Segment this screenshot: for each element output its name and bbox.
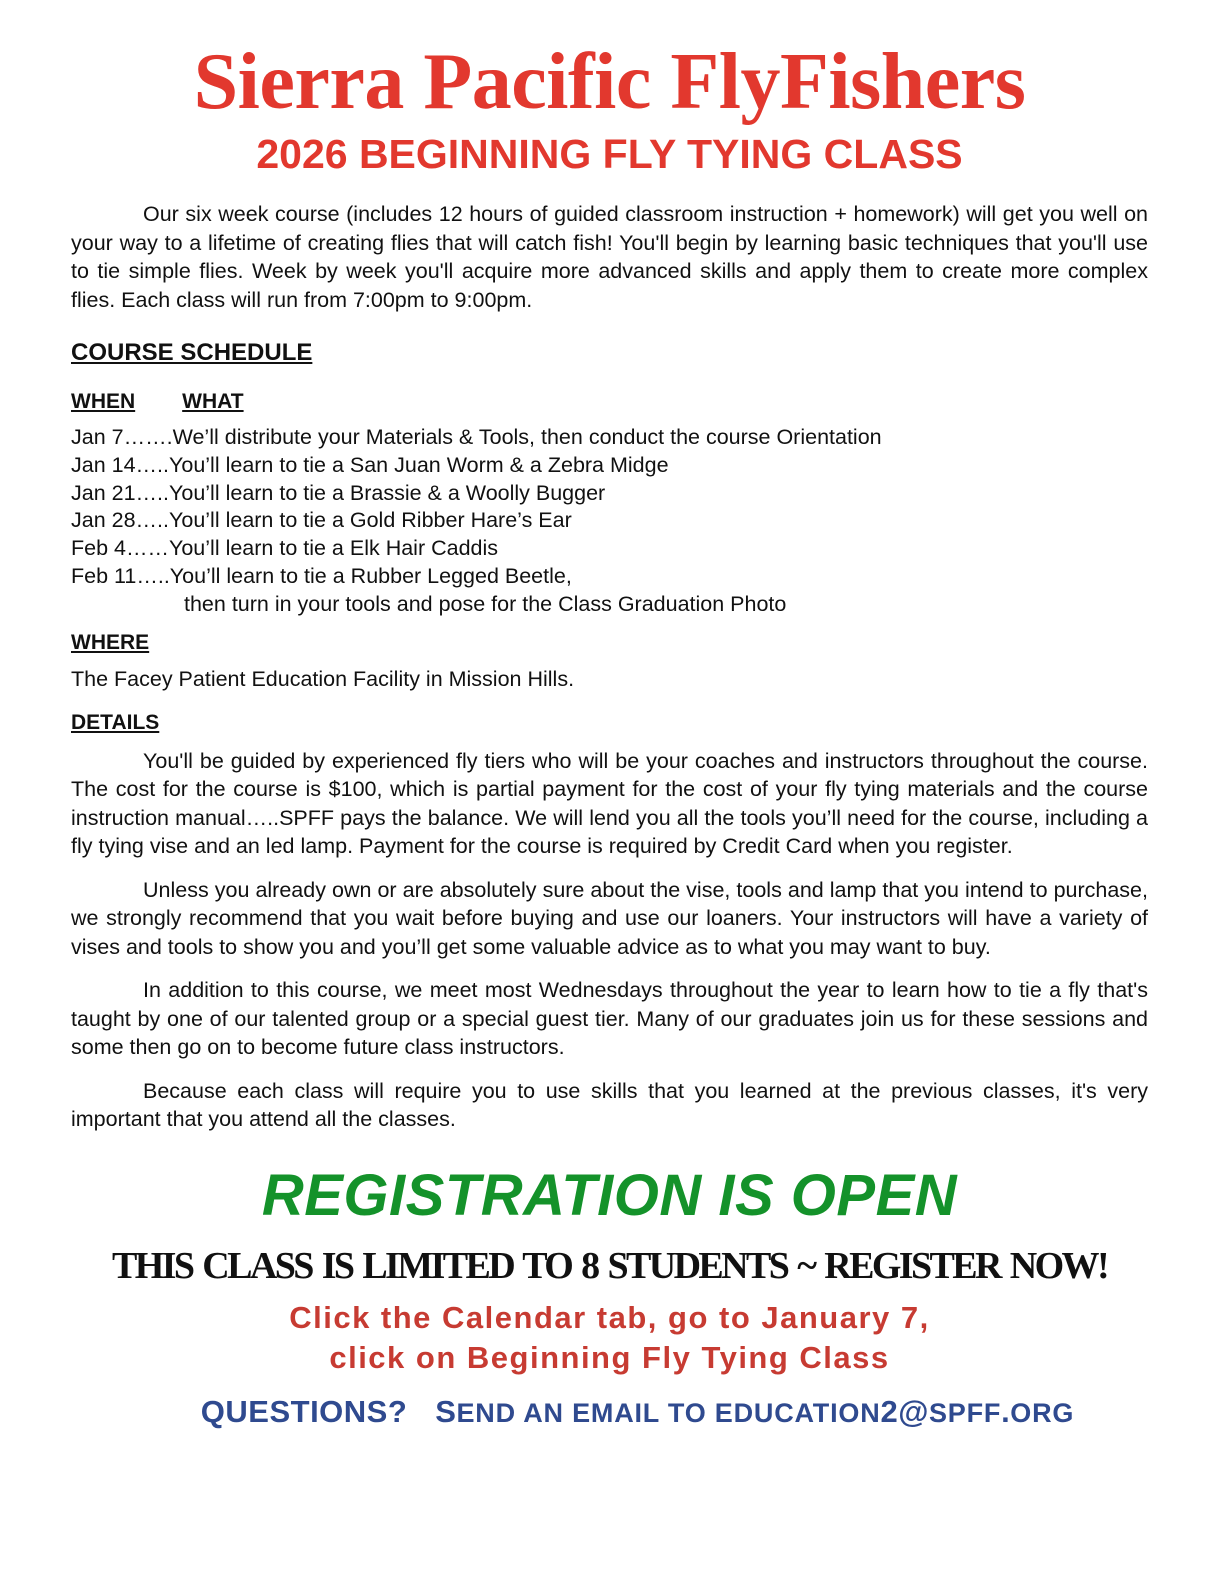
schedule-list bbox=[71, 424, 1148, 619]
course-schedule-heading: COURSE SCHEDULE bbox=[71, 339, 313, 366]
details-paragraph: Because each class will require you to use skills that you learned at the previous classes, it's very important that you attend all the classes. bbox=[71, 1078, 1148, 1132]
send-text: END AN EMAIL TO EDUCATION bbox=[456, 1397, 881, 1428]
club-title: Sierra Pacific FlyFishers bbox=[193, 38, 1026, 126]
class-limit-notice: THIS CLASS IS LIMITED TO 8 STUDENTS ~ REGISTER NOW! bbox=[111, 1244, 1108, 1287]
where-text: The Facey Patient Education Facility in Mission Hills. bbox=[71, 666, 575, 691]
email-part: ORG bbox=[1010, 1397, 1075, 1428]
what-header: WHAT bbox=[182, 390, 244, 413]
schedule-column-headers bbox=[71, 388, 1148, 416]
class-subtitle: 2026 BEGINNING FLY TYING CLASS bbox=[256, 131, 963, 177]
schedule-item: Jan 14…..You’ll learn to tie a San Juan Worm & a Zebra Midge bbox=[71, 452, 669, 477]
email-link[interactable] bbox=[881, 1394, 1075, 1429]
details-heading: DETAILS bbox=[71, 710, 160, 734]
registration-banner: REGISTRATION IS OPEN bbox=[261, 1162, 958, 1228]
send-initial: S bbox=[435, 1393, 457, 1429]
instruction-line-2: click on Beginning Fly Tying Class bbox=[329, 1339, 890, 1375]
flyer-page bbox=[71, 0, 1148, 1440]
instruction-line-1: Click the Calendar tab, go to January 7, bbox=[289, 1299, 930, 1335]
schedule-item: Jan 21…..You’ll learn to tie a Brassie & a Woolly Bugger bbox=[71, 480, 606, 505]
questions-contact bbox=[99, 1390, 1176, 1440]
details-paragraph: In addition to this course, we meet most Wednesdays throughout the year to learn how to tie a fly that's taught by one of our talented group or a special guest tier. Many of our graduates join us for these sessions and some then go on to become future class instructors. bbox=[71, 978, 1148, 1060]
email-part: 2@ bbox=[880, 1393, 929, 1429]
email-part: . bbox=[1001, 1393, 1011, 1429]
email-part: SPFF bbox=[928, 1397, 1002, 1428]
details-paragraph: Unless you already own or are absolutely sure about the vise, tools and lamp that you intend to purchase, we strongly recommend that you wait before buying and use our loaners. Your instructors will have a variety of vises and tools to show you and you’ll get some valuable advice as to what you may want to buy. bbox=[71, 877, 1148, 959]
schedule-item: Feb 4……You’ll learn to tie a Elk Hair Caddis bbox=[71, 536, 499, 561]
registration-instructions bbox=[71, 1298, 1148, 1378]
schedule-item: Jan 28…..You’ll learn to tie a Gold Ribber Hare’s Ear bbox=[71, 508, 572, 533]
questions-label: QUESTIONS? bbox=[200, 1393, 408, 1429]
schedule-item: Feb 11…..You’ll learn to tie a Rubber Legged Beetle, bbox=[71, 563, 572, 588]
schedule-item-continuation: then turn in your tools and pose for the Class Graduation Photo bbox=[184, 591, 787, 616]
schedule-item: Jan 7…….We’ll distribute your Materials & Tools, then conduct the course Orientation bbox=[71, 425, 882, 449]
when-header: WHEN bbox=[71, 390, 136, 413]
details-paragraph: You'll be guided by experienced fly tiers who will be your coaches and instructors throughout the course. The cost for the course is $100, which is partial payment for the cost of your fly tying materials and the course instruction manual…..SPFF pays the balance. We will lend you all the tools you’ll need for the course, including a fly tying vise and an led lamp. Payment for the course is required by Credit Card when you register. bbox=[71, 748, 1148, 859]
intro-paragraph: Our six week course (includes 12 hours of guided classroom instruction + homework) will get you well on your way to a lifetime of creating flies that will catch fish! You'll begin by learning basic techniques that you'll use to tie simple flies. Week by week you'll acquire more advanced skills and apply them to create more complex flies. Each class will run from 7:00pm to 9:00pm. bbox=[71, 202, 1148, 312]
where-heading: WHERE bbox=[71, 630, 150, 654]
